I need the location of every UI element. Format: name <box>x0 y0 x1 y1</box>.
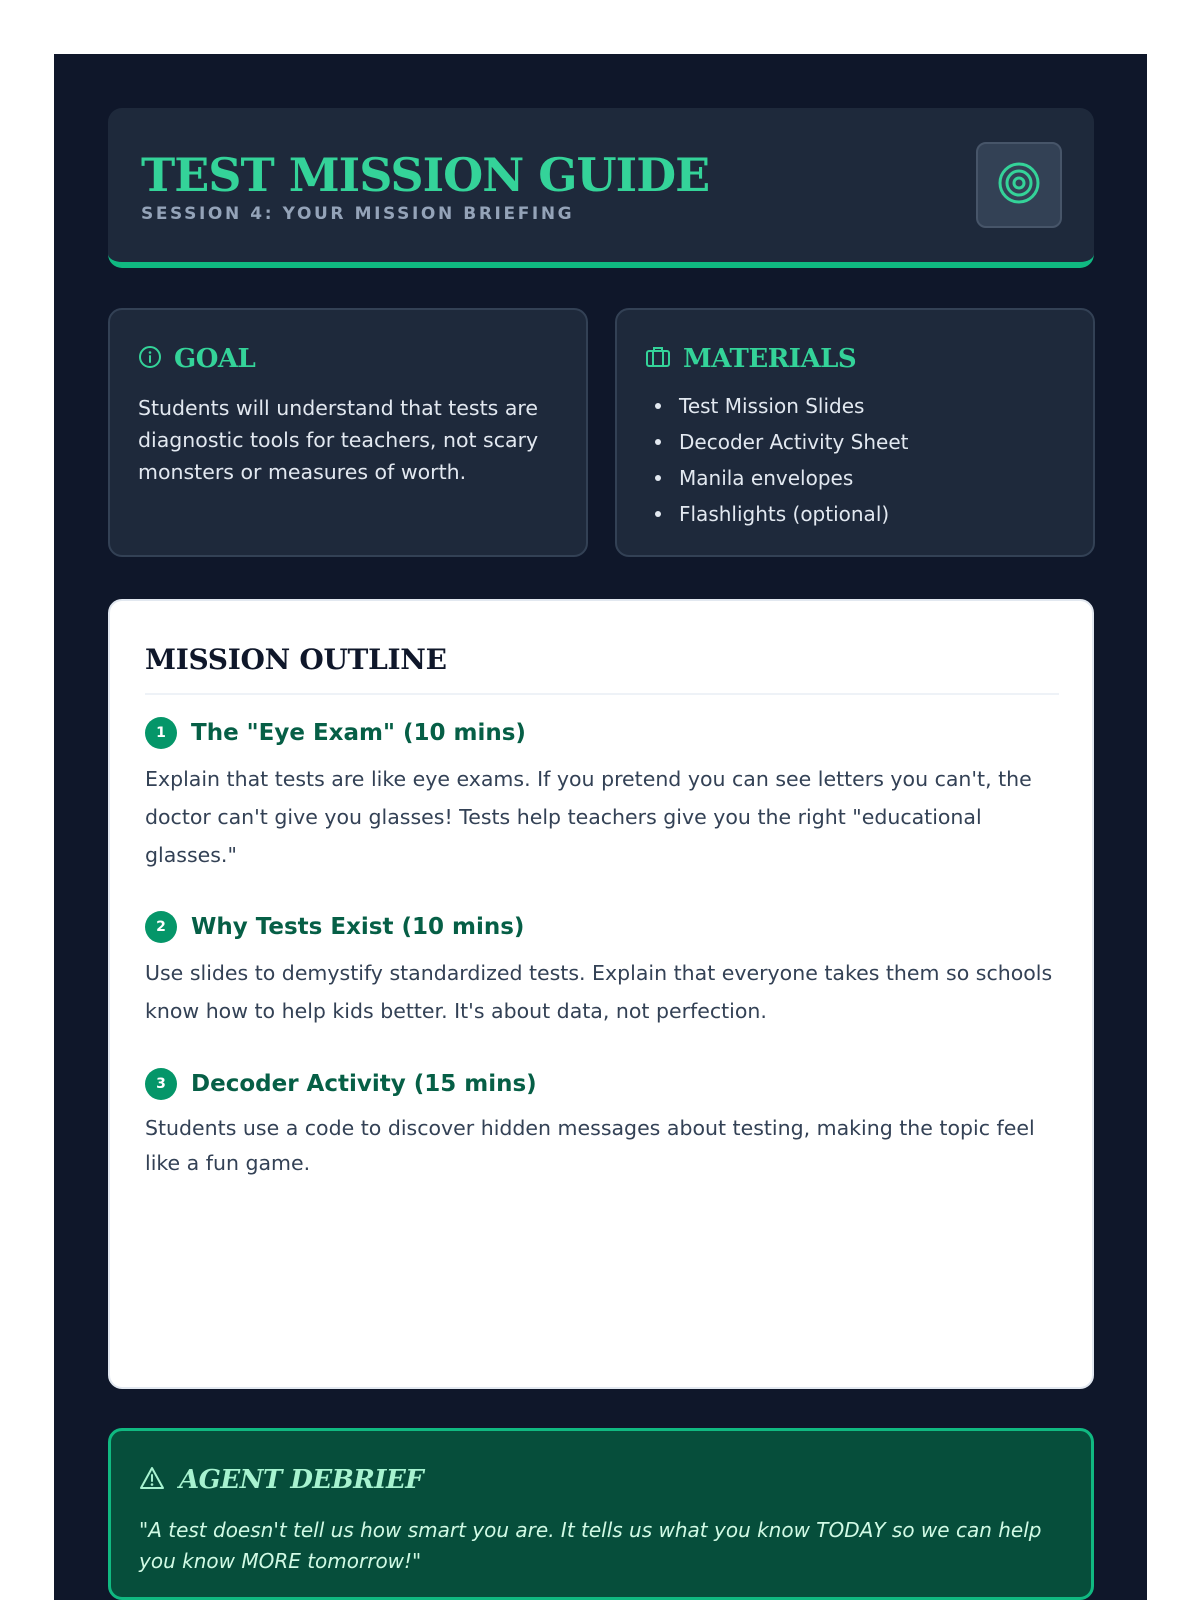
materials-item: Flashlights (optional) <box>645 496 909 532</box>
info-icon <box>138 345 162 373</box>
debrief-heading <box>139 1465 423 1495</box>
agent-debrief-panel <box>108 1428 1094 1600</box>
page-subtitle: SESSION 4: YOUR MISSION BRIEFING <box>141 204 575 224</box>
outline-title: MISSION OUTLINE <box>145 643 447 676</box>
step-text: Explain that tests are like eye exams. If you pretend you can see letters you can't, the doctor can't give you glasses! Tests help teachers give you the right "educational glasses." <box>145 767 1032 867</box>
materials-item: Test Mission Slides <box>645 388 909 424</box>
step-number-badge: 3 <box>145 1068 177 1100</box>
materials-list <box>645 388 909 532</box>
step-title: Decoder Activity (15 mins) <box>191 1071 537 1097</box>
materials-item: Manila envelopes <box>645 460 909 496</box>
step-title: The "Eye Exam" (10 mins) <box>191 720 526 746</box>
step-title: Why Tests Exist (10 mins) <box>191 914 525 940</box>
materials-heading <box>645 344 856 374</box>
step-heading <box>145 715 1060 751</box>
warning-icon <box>139 1466 165 1494</box>
page-frame <box>54 54 1147 1600</box>
outline-step <box>145 1066 1060 1181</box>
step-heading <box>145 1066 1060 1102</box>
divider <box>145 693 1059 695</box>
step-text: Use slides to demystify standardized tests. Explain that everyone takes them so schools know how to help kids better. It's about data, not perfection. <box>145 961 1053 1023</box>
goal-text: Students will understand that tests are diagnostic tools for teachers, not scary monsters or measures of worth. <box>138 396 539 484</box>
materials-card <box>615 308 1095 557</box>
step-number-badge: 1 <box>145 717 177 749</box>
target-button[interactable] <box>976 142 1062 228</box>
goal-card <box>108 308 588 557</box>
target-icon <box>997 161 1041 209</box>
debrief-quote: "A test doesn't tell us how smart you are. It tells us what you know TODAY so we can help you know MORE tomorrow!" <box>139 1518 1042 1573</box>
header-panel <box>108 108 1094 268</box>
outline-step <box>145 715 1060 874</box>
step-number-badge: 2 <box>145 911 177 943</box>
goal-title: GOAL <box>174 344 256 374</box>
briefcase-icon <box>645 345 671 373</box>
debrief-title: AGENT DEBRIEF <box>179 1465 424 1495</box>
materials-item: Decoder Activity Sheet <box>645 424 909 460</box>
page-title: TEST MISSION GUIDE <box>141 148 710 202</box>
step-heading <box>145 909 1060 945</box>
mission-outline-panel <box>108 599 1094 1389</box>
materials-title: MATERIALS <box>683 344 857 374</box>
outline-step <box>145 909 1060 1030</box>
step-text: Students use a code to discover hidden messages about testing, making the topic feel like a fun game. <box>145 1116 1035 1175</box>
goal-heading <box>138 344 255 374</box>
